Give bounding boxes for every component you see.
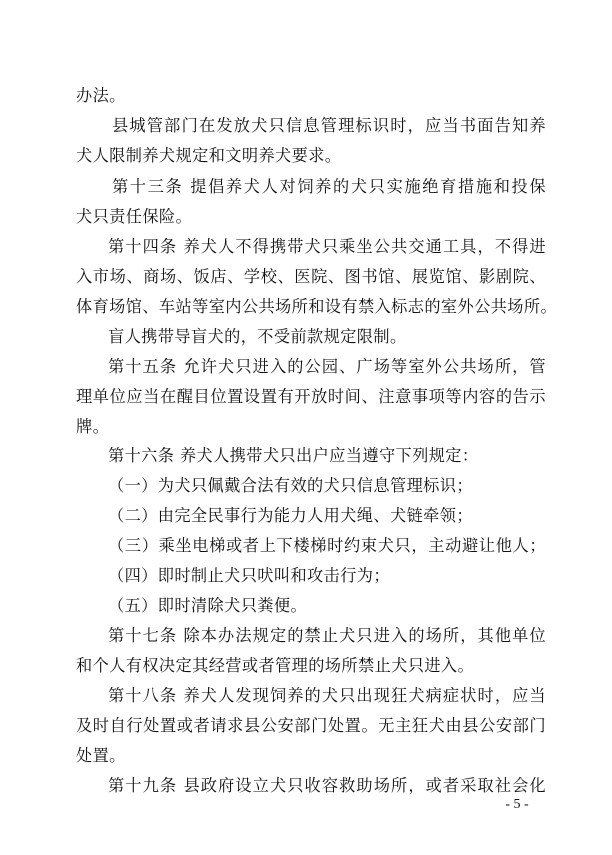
text-line: 第十六条 养犬人携带犬只出户应当遵守下列规定： [108, 446, 479, 465]
text-line: 盲人携带导盲犬的，不受前款规定限制。 [108, 327, 407, 346]
text-line: 办法。 [76, 86, 126, 105]
text-line: （三）乘坐电梯或者上下楼梯时约束犬只，主动避让他人； [108, 536, 546, 555]
text-line: 县城管部门在发放犬只信息管理标识时，应当书面告知养 [112, 116, 546, 135]
page-number: - 5 - [505, 797, 529, 812]
text-line: （一）为犬只佩戴合法有效的犬只信息管理标识； [108, 476, 473, 495]
text-line: （四）即时制止犬只吠叫和攻击行为； [108, 566, 390, 585]
text-line: 第十七条 除本办法规定的禁止犬只进入的场所，其他单位 [108, 626, 546, 645]
text-line: 处置。 [76, 746, 126, 765]
text-line: 和个人有权决定其经营或者管理的场所禁止犬只进入。 [76, 656, 475, 675]
text-line: 第十四条 养犬人不得携带犬只乘坐公共交通工具，不得进 [108, 237, 546, 256]
text-line: 犬人限制养犬规定和文明养犬要求。 [76, 146, 342, 165]
text-line: 第十五条 允许犬只进入的公园、广场等室外公共场所，管 [108, 357, 546, 376]
text-line: （五）即时清除犬只粪便。 [108, 596, 308, 615]
text-line: 理单位应当在醒目位置设置有开放时间、注意事项等内容的告示 [76, 387, 546, 406]
text-line: 第十八条 养犬人发现饲养的犬只出现狂犬病症状时，应当 [108, 686, 546, 705]
text-line: 牌。 [76, 417, 110, 436]
text-line: 第十九条 县政府设立犬只收容救助场所，或者采取社会化 [108, 776, 546, 795]
text-line: 第十三条 提倡养犬人对饲养的犬只实施绝育措施和投保 [112, 177, 546, 196]
text-line: 体育场馆、车站等室内公共场所和设有禁入标志的室外公共场所。 [76, 297, 558, 316]
text-line: 犬只责任保险。 [76, 207, 193, 226]
text-line: 及时自行处置或者请求县公安部门处置。无主狂犬由县公安部门 [76, 716, 546, 735]
text-line: （二）由完全民事行为能力人用犬绳、犬链牵领； [108, 506, 473, 525]
text-line: 入市场、商场、饭店、学校、医院、图书馆、展览馆、影剧院、 [76, 267, 546, 286]
